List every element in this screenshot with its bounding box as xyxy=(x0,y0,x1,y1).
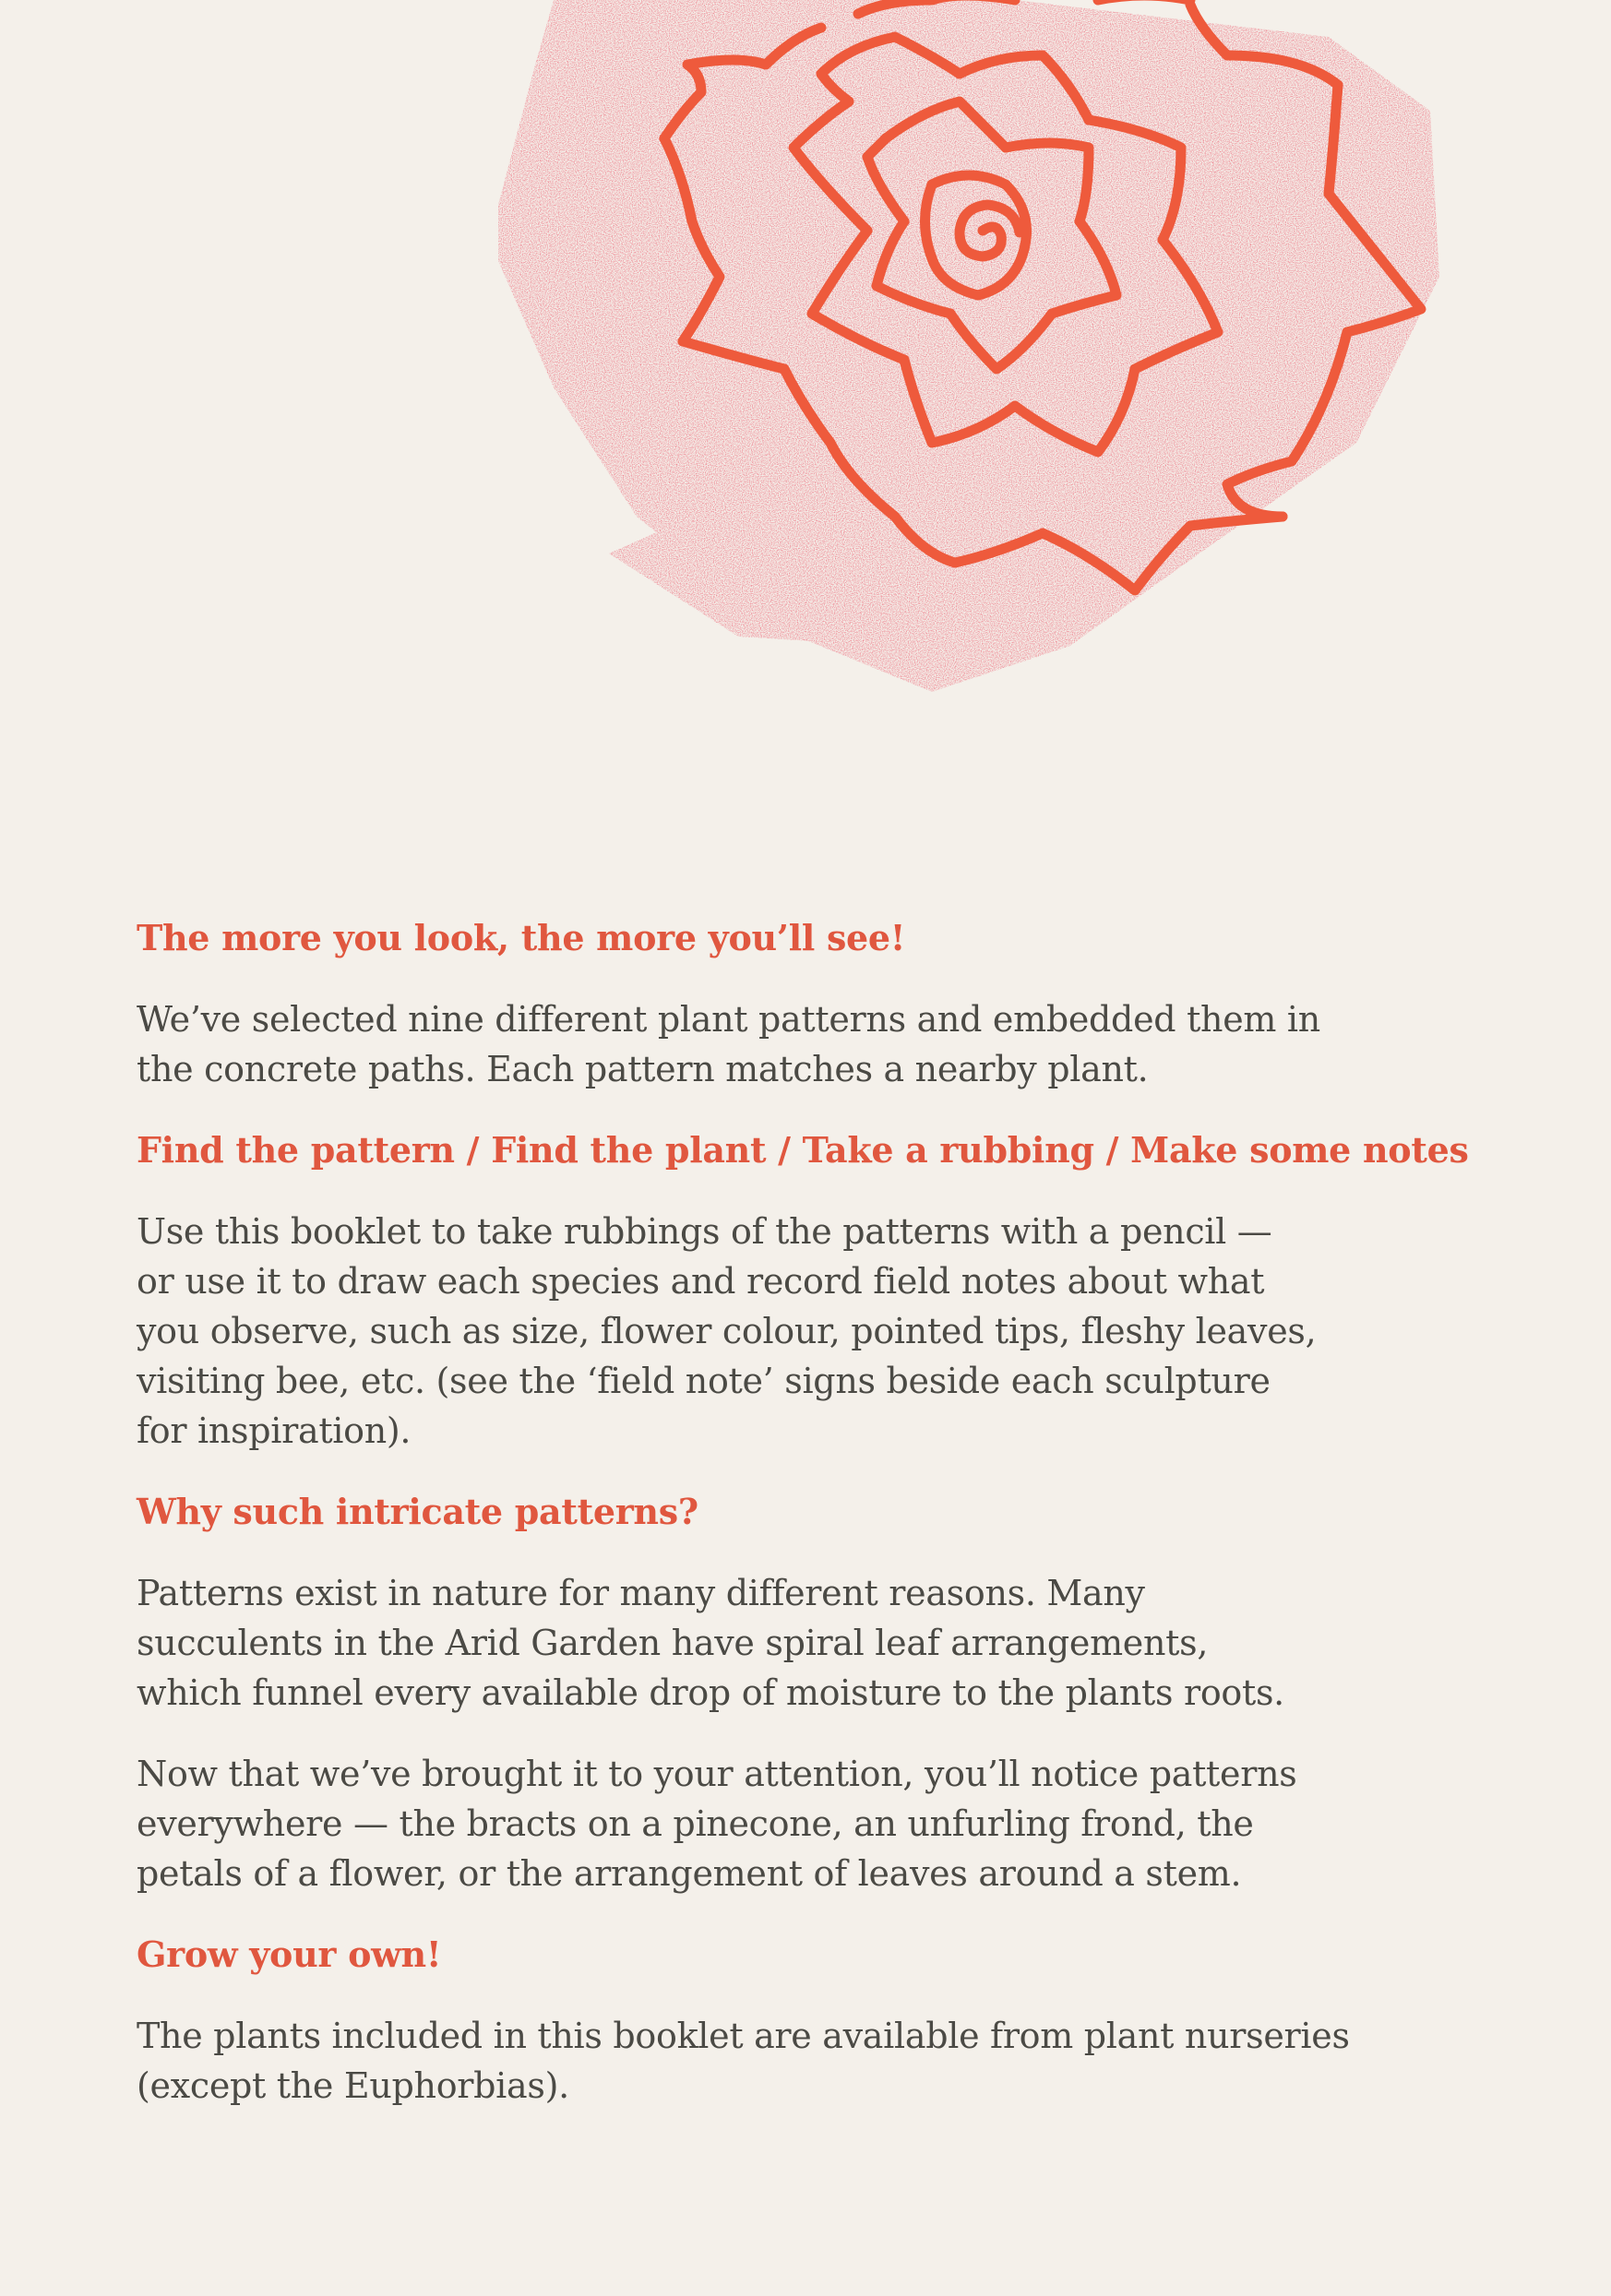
heading-look: The more you look, the more you’ll see! xyxy=(137,917,906,958)
paragraph-patterns-exist xyxy=(137,1568,1474,1718)
heading-why-patterns: Why such intricate patterns? xyxy=(137,1491,698,1532)
paragraph-patterns-selected xyxy=(137,994,1474,1094)
text-line: everywhere — the bracts on a pinecone, an unfurling frond, the xyxy=(137,1803,1254,1844)
text-line: Patterns exist in nature for many different reasons. Many xyxy=(137,1573,1145,1613)
text-line: succulents in the Arid Garden have spiral leaf arrangements, xyxy=(137,1623,1209,1663)
paragraph-plants-available xyxy=(137,2011,1474,2111)
text-line: Now that we’ve brought it to your attention, you’ll notice patterns xyxy=(137,1754,1297,1794)
paragraph-notice-patterns xyxy=(137,1749,1474,1898)
text-line: visiting bee, etc. (see the ‘field note’ signs beside each sculpture xyxy=(137,1361,1271,1401)
section-find xyxy=(137,1125,1474,1456)
text-line: (except the Euphorbias). xyxy=(137,2065,569,2106)
text-line: you observe, such as size, flower colour, pointed tips, fleshy leaves, xyxy=(137,1311,1317,1351)
heading-find-the-pattern: Find the pattern / Find the plant / Take a rubbing / Make some notes xyxy=(137,1129,1469,1171)
text-line: which funnel every available drop of moisture to the plants roots. xyxy=(137,1672,1284,1713)
text-line: The plants included in this booklet are available from plant nurseries xyxy=(137,2016,1350,2056)
text-line: or use it to draw each species and record field notes about what xyxy=(137,1261,1265,1302)
section-why xyxy=(137,1487,1474,1898)
heading-grow-your-own: Grow your own! xyxy=(137,1933,442,1975)
succulent-rosette-illustration xyxy=(498,0,1476,720)
section-grow xyxy=(137,1930,1474,2111)
text-line: Use this booklet to take rubbings of the patterns with a pencil — xyxy=(137,1211,1272,1252)
paragraph-use-booklet xyxy=(137,1207,1474,1456)
text-line: petals of a flower, or the arrangement of leaves around a stem. xyxy=(137,1853,1242,1894)
text-line: for inspiration). xyxy=(137,1410,412,1451)
text-line: the concrete paths. Each pattern matches a nearby plant. xyxy=(137,1049,1149,1089)
text-line: We’ve selected nine different plant patterns and embedded them in xyxy=(137,999,1320,1040)
booklet-text-content xyxy=(137,913,1474,2142)
section-look xyxy=(137,913,1474,1094)
